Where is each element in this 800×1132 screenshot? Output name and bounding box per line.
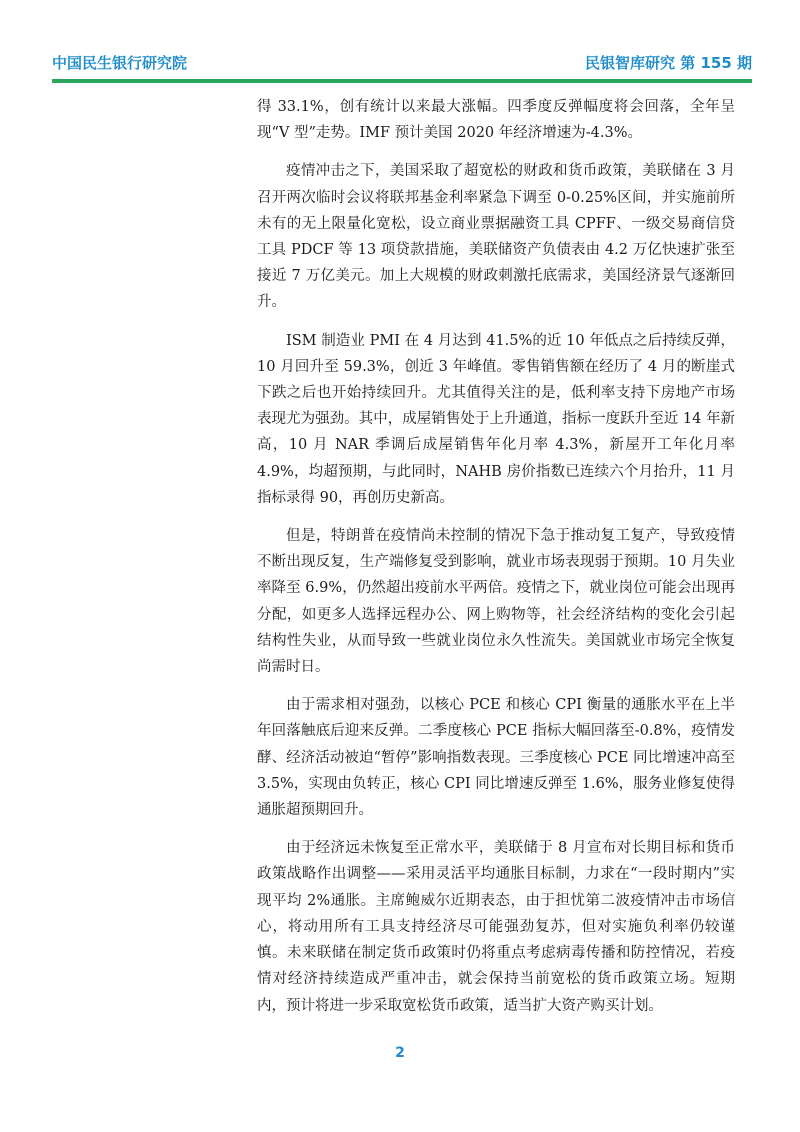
paragraph-2: 疫情冲击之下，美国采取了超宽松的财政和货币政策，美联储在 3 月召开两次临时会议将联邦基金利率紧急下调至 0-0.25%区间，并实施前所未有的无上限量化宽松，设立商业票据融资工具 CPFF、一级交易商信贷工具 PDCF 等 13 项贷款措施，美联储资产负债表由 4.2 万亿快速扩张至接近 7 万亿美元。加上大规模的财政刺激托底需求，美国经济景气逐渐回升。 (257, 163, 735, 311)
paragraph-1: 得 33.1%，创有统计以来最大涨幅。四季度反弹幅度将会回落，全年呈现“V 型”走势。IMF 预计美国 2020 年经济增速为-4.3%。 (257, 99, 735, 142)
paragraph-4: 但是，特朗普在疫情尚未控制的情况下急于推动复工复产，导致疫情不断出现反复，生产端修复受到影响，就业市场表现弱于预期。10 月失业率降至 6.9%，仍然超出疫前水平两倍。疫情之下，就业岗位可能会出现再分配，如更多人选择远程办公、网上购物等，社会经济结构的变化会引起结构性失业，从而导致一些就业岗位永久性流失。美国就业市场完全恢复尚需时日。 (257, 528, 735, 676)
page-header (52, 52, 752, 82)
paragraph-5: 由于需求相对强劲，以核心 PCE 和核心 CPI 衡量的通胀水平在上半年回落触底后迎来反弹。二季度核心 PCE 指标大幅回落至-0.8%，疫情发酵、经济活动被迫“暂停”影响指数表现。三季度核心 PCE 同比增速冲高至 3.5%，实现由负转正，核心 CPI 同比增速反弹至 1.6%，服务业修复使得通胀超预期回升。 (257, 697, 735, 819)
article-body (257, 94, 735, 1031)
paragraph-6: 由于经济远未恢复至正常水平，美联储于 8 月宣布对长期目标和货币政策战略作出调整——采用灵活平均通胀目标制，力求在“一段时期内”实现平均 2%通胀。主席鲍威尔近期表态，由于担忧第二波疫情冲击市场信心，将动用所有工具支持经济尽可能强劲复苏，但对实施负利率仍较谨慎。未来联储在制定货币政策时仍将重点考虑病毒传播和防控情况，若疫情对经济持续造成严重冲击，就会保持当前宽松的货币政策立场。短期内，预计将进一步采取宽松货币政策，适当扩大资产购买计划。 (257, 840, 735, 1014)
page-number: 2 (395, 1045, 405, 1061)
publication-issue: 民银智库研究 第 155 期 (585, 54, 752, 72)
institution-title: 中国民生银行研究院 (52, 54, 188, 72)
paragraph-3: ISM 制造业 PMI 在 4 月达到 41.5%的近 10 年低点之后持续反弹，10 月回升至 59.3%，创近 3 年峰值。零售销售额在经历了 4 月的断崖式下跌之后也开始持续回升。尤其值得关注的是，低利率支持下房地产市场表现尤为强劲。其中，成屋销售处于上升通道，指标一度跃升至近 14 年新高，10 月 NAR 季调后成屋销售年化月率 4.3%，新屋开工年化月率 4.9%，均超预期，与此同时，NAHB 房价指数已连续六个月抬升，11 月指标录得 90，再创历史新高。 (257, 332, 735, 506)
header-divider (52, 79, 752, 83)
